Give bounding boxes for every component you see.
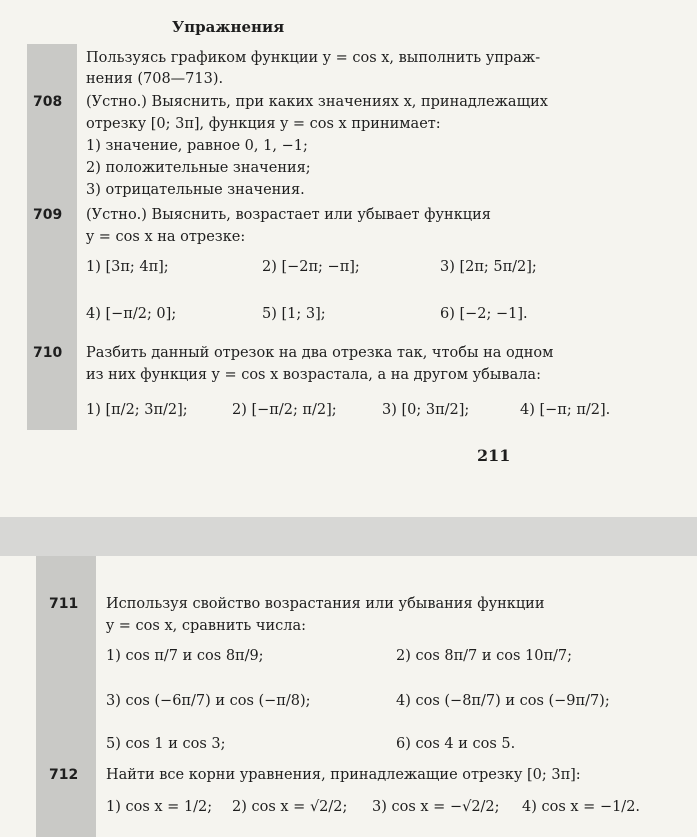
ex710-line-2: из них функция y = cos x возрастала, а на другом убывала:: [86, 367, 541, 383]
ex708-item-3: 3) отрицательные значения.: [86, 182, 305, 198]
ex709-item-6: 6) [−2; −1].: [440, 306, 528, 322]
ex708-line-2: отрезку [0; 3π], функция y = cos x принимает:: [86, 116, 441, 132]
ex710-item-3: 3) [0; 3π/2];: [382, 402, 470, 418]
exercise-number-708: 708: [33, 94, 63, 110]
ex712-item-3: 3) cos x = −√2/2;: [372, 799, 500, 815]
ex709-line-2: y = cos x на отрезке:: [86, 229, 246, 245]
ex709-item-1: 1) [3π; 4π];: [86, 259, 169, 275]
intro-line-2: нения (708—713).: [86, 71, 224, 87]
ex711-item-3: 3) cos (−6π/7) и cos (−π/8);: [106, 693, 311, 709]
intro-line-1: Пользуясь графиком функции y = cos x, выполнить упраж-: [86, 50, 541, 66]
ex710-line-1: Разбить данный отрезок на два отрезка так, чтобы на одном: [86, 345, 554, 361]
ex712-item-2: 2) cos x = √2/2;: [232, 799, 348, 815]
ex711-line-2: y = cos x, сравнить числа:: [106, 618, 307, 634]
ex711-item-4: 4) cos (−8π/7) и cos (−9π/7);: [396, 693, 610, 709]
ex711-item-5: 5) cos 1 и cos 3;: [106, 736, 226, 752]
exercise-number-710: 710: [33, 345, 63, 361]
ex708-item-1: 1) значение, равное 0, 1, −1;: [86, 138, 308, 154]
ex710-item-1: 1) [π/2; 3π/2];: [86, 402, 188, 418]
ex709-item-3: 3) [2π; 5π/2];: [440, 259, 537, 275]
ex709-line-1: (Устно.) Выяснить, возрастает или убывает функция: [86, 207, 491, 223]
section-heading: Упражнения: [172, 18, 285, 36]
ex711-line-1: Используя свойство возрастания или убывания функции: [106, 596, 545, 612]
exercise-number-712: 712: [49, 767, 79, 783]
ex710-item-4: 4) [−π; π/2].: [520, 402, 611, 418]
ex709-item-2: 2) [−2π; −π];: [262, 259, 360, 275]
ex709-item-4: 4) [−π/2; 0];: [86, 306, 177, 322]
ex710-item-2: 2) [−π/2; π/2];: [232, 402, 337, 418]
ex711-item-2: 2) cos 8π/7 и cos 10π/7;: [396, 648, 573, 664]
ex712-item-1: 1) cos x = 1/2;: [106, 799, 213, 815]
ex711-item-1: 1) cos π/7 и cos 8π/9;: [106, 648, 264, 664]
exercise-number-711: 711: [49, 596, 79, 612]
exercise-number-709: 709: [33, 207, 63, 223]
ex712-line-1: Найти все корни уравнения, принадлежащие отрезку [0; 3π]:: [106, 767, 581, 783]
ex712-item-4: 4) cos x = −1/2.: [522, 799, 641, 815]
ex711-item-6: 6) cos 4 и cos 5.: [396, 736, 516, 752]
ex708-line-1: (Устно.) Выяснить, при каких значениях x, принадлежащих: [86, 94, 548, 110]
ex709-item-5: 5) [1; 3];: [262, 306, 326, 322]
page-number: 211: [477, 446, 511, 465]
ex708-item-2: 2) положительные значения;: [86, 160, 311, 176]
textbook-page-next: [0, 556, 697, 837]
